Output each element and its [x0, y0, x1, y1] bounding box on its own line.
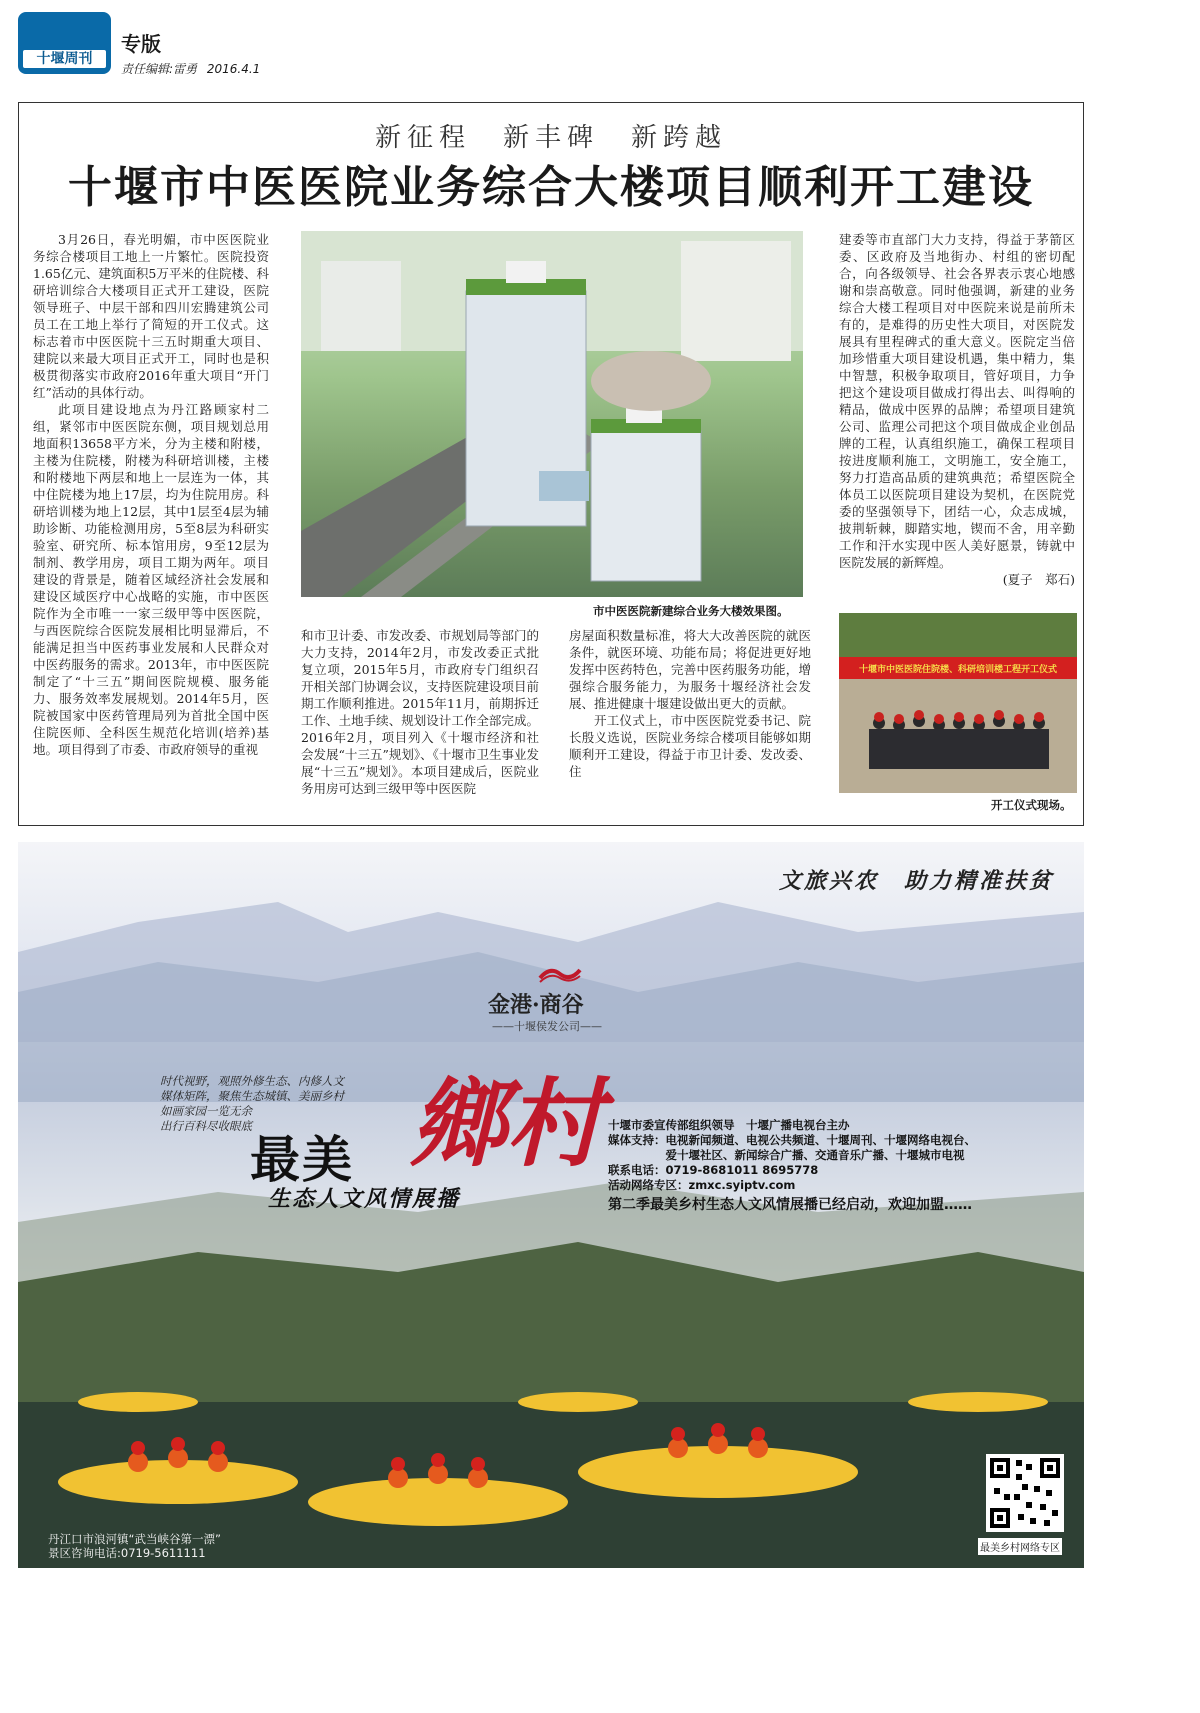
paragraph: 建委等市直部门大力支持，得益于茅箭区委、区政府及当地街办、村组的密切配合，向各级领导、社会各界表示衷心地感谢和崇高敬意。同时他强调，新建的业务综合大楼工程项目对中医院来说是前所未有的，是难得的历史性大项目，对医院发展具有里程碑式的重大意义。医院定当倍加珍惜重大项目建设机遇，集中精力，集中智慧，积极争取项目，管好项目，力争把这个建设项目做成打得出去、叫得响的精品，做成中医界的品牌；希望项目建筑公司、监理公司把这个项目做成企业创品牌的工程，认真组织施工，确保工程项目按进度顺利施工，文明施工，安全施工，努力打造高品质的建筑典范；希望医院全体员工以医院项目建设为契机，在医院党委的坚强领导下，团结一心，众志成城，披荆斩棘，脚踏实地，锲而不舍，用辛勤工作和汗水实现中医人美好愿景，铸就中医院发展的新辉煌。 [839, 232, 1075, 570]
poem-line: 时代视野，观照外修生态、内修人文 [160, 1074, 344, 1088]
paragraph: 房屋面积数量标准，将大大改善医院的就医条件，就医环境、功能布局；将促进更好地发挥中医药特色，完善中医药服务功能，增强综合服务能力，为服务十堰经济社会发展、推进健康十堰建设做出更大的贡献。 [569, 628, 811, 711]
ceremony-banner-text: 十堰市中医医院住院楼、科研培训楼工程开工仪式 [858, 665, 1058, 675]
caption-building: 市中医医院新建综合业务大楼效果图。 [593, 604, 789, 618]
article-column-3 [569, 627, 811, 780]
article-headline: 十堰市中医医院业务综合大楼项目顺利开工建设 [68, 162, 1034, 213]
info-line: 联系电话：0719-8681011 8695778 [608, 1163, 819, 1177]
ceremony-photo [839, 613, 1077, 793]
poem-line: 媒体矩阵，聚焦生态城镇、美丽乡村 [160, 1089, 344, 1103]
caption-ceremony: 开工仪式现场。 [991, 798, 1072, 812]
poem-line: 出行百科尽收眼底 [160, 1119, 252, 1133]
ad-address [48, 1532, 221, 1560]
masthead-logo [18, 12, 111, 74]
info-line: 十堰市委宣传部组织领导 十堰广播电视台主办 [608, 1118, 850, 1132]
paragraph: 此项目建设地点为丹江路顾家村二组，紧邻市中医医院东侧，项目规划总用地面积13658平方米，分为主楼和附楼，主楼为住院楼，附楼为科研培训楼，主楼和附楼地下两层和地上一层连为一体，其中住院楼为地上17层，均为住院用房。科研培训楼为地上12层，其中1层至4层为辅助诊断、功能检测用房，5至8层为科研实验室、研究所、标本馆用房，9至12层为制剂、教学用房，项目工期为两年。项目建设的背景是，随着区域经济社会发展和建设区域医疗中心战略的实施，市中医医院作为全市唯一一家三级甲等中医医院，与西医院综合医院发展相比明显滞后，不能满足担当中医药事业发展和人民群众对中医药服务的需求。2013年，市中医医院制定了“十三五”期间医院规模、服务能力、服务效率发展规划。2014年5月，医院被国家中医药管理局列为首批全国中医住院医师、全科医生规范化培训(培养)基地。项目得到了市委、市政府领导的重视 [33, 402, 269, 757]
ad-info-block [608, 1118, 976, 1193]
editor-name: 责任编辑:雷勇 [121, 62, 198, 76]
ad-brand-name: 金港·商谷 [488, 992, 584, 1018]
building-rendering-svg [301, 231, 803, 597]
info-line: 爱十堰社区、新闻综合广播、交通音乐广播、十堰城市电视 [608, 1148, 965, 1162]
ad-title-sub: 生态人文风情展播 [268, 1186, 461, 1212]
article-column-1 [33, 231, 269, 758]
byline: (夏子 郑石) [1002, 572, 1075, 587]
editor-line [121, 60, 266, 77]
ad-title-calligraphy: 鄉村 [410, 1067, 602, 1180]
article-kicker: 新征程 新丰碑 新跨越 [374, 123, 727, 153]
ad-slogan: 文旅兴农 助力精准扶贫 [778, 868, 1054, 894]
brand-logo-icon [538, 964, 582, 984]
qr-caption: 最美乡村网络专区 [978, 1538, 1062, 1555]
ceremony-photo-svg [839, 613, 1077, 793]
address-line: 丹江口市浪河镇“武当峡谷第一漂” [48, 1532, 221, 1546]
poem-line: 如画家园一览无余 [160, 1104, 252, 1118]
article-column-4 [839, 231, 1075, 588]
section-label: 专版 [121, 32, 161, 56]
ad-brand-sub: ——十堰侯发公司—— [492, 1020, 602, 1033]
article-frame [18, 102, 1084, 826]
qr-code-icon[interactable] [986, 1454, 1064, 1532]
info-line: 媒体支持：电视新闻频道、电视公共频道、十堰周刊、十堰网络电视台、 [608, 1133, 976, 1147]
ad-join-text: 第二季最美乡村生态人文风情展播已经启动，欢迎加盟…… [608, 1197, 972, 1213]
info-line: 活动网络专区：zmxc.syiptv.com [608, 1178, 796, 1192]
building-rendering-image [301, 231, 803, 597]
logo-text: 十堰周刊 [23, 50, 106, 68]
paragraph: 开工仪式上，市中医医院党委书记、院长殷义选说，医院业务综合楼项目能够如期顺利开工建设，得益于市卫计委、发改委、住 [569, 713, 811, 779]
issue-date: 2016.4.1 [206, 62, 261, 76]
paragraph: 和市卫计委、市发改委、市规划局等部门的大力支持，2014年2月，市发改委正式批复立项，2015年5月，市政府专门组织召开相关部门协调会议，支持医院建设项目前期工作顺利推进。2015年11月，前期拆迁工作、土地手续、规划设计工作全部完成。2016年2月，项目列入《十堰市经济和社会发展“十三五”规划》、《十堰市卫生事业发展“十三五”规划》。本项目建成后，医院业务用房可达到三级甲等中医医院 [301, 628, 539, 796]
paragraph: 3月26日，春光明媚，市中医医院业务综合楼项目工地上一片繁忙。医院投资1.65亿元、建筑面积5万平米的住院楼、科研培训综合大楼项目正式开工建设，医院领导班子、中层干部和四川宏腾建筑公司员工在工地上举行了简短的开工仪式。这标志着市中医医院十三五时期重大项目、建院以来最大项目正式开工，同时也是积极贯彻落实市政府2016年重大项目“开门红”活动的具体行动。 [33, 232, 269, 400]
article-column-2 [301, 627, 539, 797]
address-line: 景区咨询电话:0719-5611111 [48, 1546, 206, 1560]
tourism-advertisement [18, 842, 1084, 1568]
ad-title-small: 最美 [250, 1130, 354, 1189]
